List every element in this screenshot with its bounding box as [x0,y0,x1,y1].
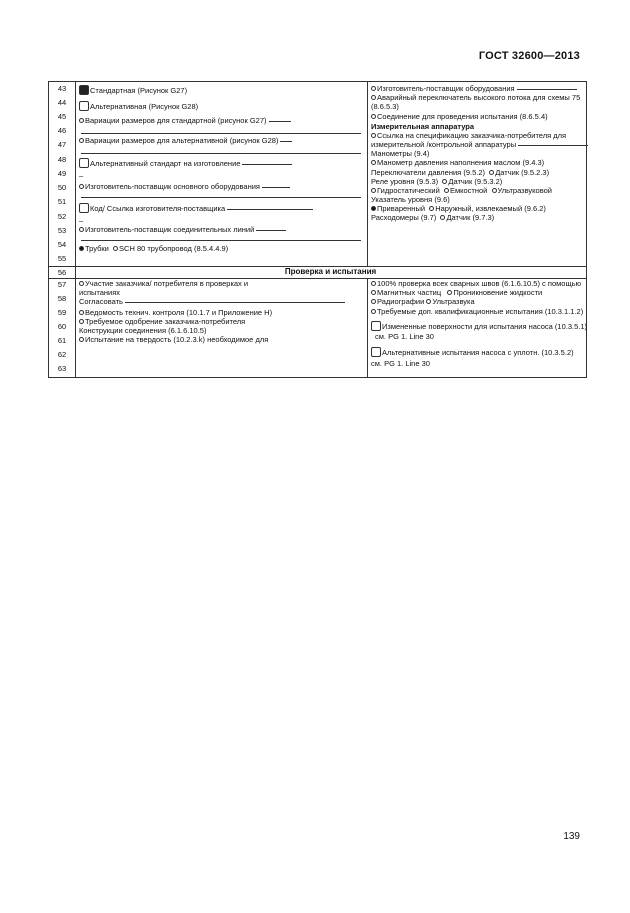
radio-icon[interactable] [426,299,431,304]
radio-icon[interactable] [371,95,376,100]
ndt-method-row2[interactable]: Радиографии Ультразвука [371,297,475,306]
row-number: 44 [57,98,67,107]
row-number: 48 [57,155,67,164]
vendor-main-field[interactable]: Изготовитель-поставщик основного оборудования [79,182,290,191]
size-var-std-field[interactable]: Вариации размеров для стандартной (рисунок G27) [79,116,291,125]
checkbox-icon[interactable] [371,347,381,357]
radio-icon[interactable] [79,337,84,342]
radio-icon[interactable] [371,281,376,286]
radio-icon[interactable] [371,309,376,314]
radio-filled-icon[interactable] [79,246,84,251]
radio-icon[interactable] [371,86,376,91]
row-number: 54 [57,240,67,249]
emergency-switch-option[interactable]: Аварийный переключатель высокого потока для схемы 75 [371,93,580,102]
emergency-switch-ref: (8.6.5.3) [371,102,399,111]
row-number: 52 [57,212,67,221]
radio-icon[interactable] [447,290,452,295]
mount-type-row[interactable]: Приваренный Наружный, извлекаемый (9.6.2) [371,204,546,213]
dash: – [79,216,84,225]
participation-line2: испытаниях [79,288,121,297]
manometers-label: Манометры (9.4) [371,149,430,158]
ndt-method-row1[interactable]: Магнитных частиц Проникновение жидкости [371,288,542,297]
pressure-switch-row[interactable]: Переключатели давления (9.5.2) Датчик (9.5.2.3) [371,168,550,177]
aux-vendor-field[interactable]: Изготовитель-поставщик оборудования [371,84,577,93]
hardness-option[interactable]: Испытание на твердость (10.2.3.k) необходимое для [79,335,268,344]
row-number: 60 [57,322,67,331]
radio-icon[interactable] [492,188,497,193]
radio-icon[interactable] [440,215,445,220]
row-number: 53 [57,226,67,235]
welds-100-option[interactable]: 100% проверка всех сварных швов (6.1.6.10.5) с помощью [371,279,581,288]
blank-line[interactable] [79,192,361,201]
row-number: 55 [57,254,67,263]
blank-line[interactable] [79,235,361,244]
extra-qual-option[interactable]: Требуемые доп. квалификационные испытания (10.3.1.1.2) [371,307,583,316]
checkbox-icon[interactable] [79,158,89,168]
row-number: 46 [57,126,67,135]
checkbox-filled-icon[interactable] [79,85,89,95]
alt-fig-option[interactable]: Альтернативная (Рисунок G28) [79,101,198,111]
row-number: 51 [57,197,67,206]
page-number: 139 [563,831,580,842]
row-number: 59 [57,308,67,317]
size-var-alt-field[interactable]: Вариации размеров для альтернативной (рисунок G28) [79,136,292,145]
radio-icon[interactable] [489,170,494,175]
modified-surf-option[interactable]: Измененные поверхности для испытания насоса (10.3.5.1) [371,321,587,331]
radio-icon[interactable] [444,188,449,193]
radio-icon[interactable] [371,299,376,304]
see-reference: см. PG 1. Line 30 [371,359,430,368]
radio-icon[interactable] [79,138,84,143]
alt-seal-option[interactable]: Альтернативные испытания насоса с уплотн. (10.3.5.2) [371,347,574,357]
radio-icon[interactable] [79,227,84,232]
radio-icon[interactable] [429,206,434,211]
agree-field[interactable]: Согласовать [79,297,345,306]
row-number: 58 [57,294,67,303]
row-number: 45 [57,112,67,121]
standard-fig-option[interactable]: Стандартная (Рисунок G27) [79,85,187,95]
section-title: Проверка и испытания [284,267,377,276]
code-ref-field[interactable]: Код/ Ссылка изготовителя-поставщика [79,203,313,213]
radio-filled-icon[interactable] [371,206,376,211]
radio-icon[interactable] [371,290,376,295]
dash: – [79,171,84,180]
checkbox-icon[interactable] [79,101,89,111]
level-type-row[interactable]: Гидростатический Емкостной Ультразвуковой [371,186,552,195]
tech-control-option[interactable]: Ведомость технич. контроля (10.1.7 и Приложение H) [79,308,272,317]
column-divider [367,82,368,266]
radio-icon[interactable] [113,246,118,251]
column-divider-lower [367,278,368,377]
vendor-conn-field[interactable]: Изготовитель-поставщик соединительных линий [79,225,286,234]
radio-icon[interactable] [79,281,84,286]
radio-icon[interactable] [79,118,84,123]
spec-ref-option[interactable]: Ссылка на спецификацию заказчика-потребителя для [371,131,566,140]
radio-icon[interactable] [371,114,376,119]
spec-ref-line[interactable]: измерительной /контрольной аппаратуры [371,140,588,149]
radio-icon[interactable] [371,188,376,193]
row-number: 49 [57,169,67,178]
oil-gauge-option[interactable]: Манометр давления наполнения маслом (9.4.3) [371,158,544,167]
blank-line[interactable] [79,148,361,157]
radio-icon[interactable] [371,133,376,138]
level-indicator-label: Указатель уровня (9.6) [371,195,450,204]
radio-icon[interactable] [79,184,84,189]
radio-icon[interactable] [442,179,447,184]
row-number: 63 [57,364,67,373]
row-number: 62 [57,350,67,359]
see-reference: см. PG 1. Line 30 [375,332,434,341]
row-number: 43 [57,84,67,93]
row-number: 56 [57,268,67,277]
instruments-title: Измерительная аппаратура [371,122,475,131]
row-number: 50 [57,183,67,192]
pipes-option[interactable]: Трубки SCH 80 трубопровод (8.5.4.4.9) [79,244,228,253]
checkbox-icon[interactable] [79,203,89,213]
row-number: 61 [57,336,67,345]
alt-std-mfr-field[interactable]: Альтернативный стандарт на изготовление [79,158,292,168]
flowmeters-row[interactable]: Расходомеры (9.7) Датчик (9.7.3) [371,213,495,222]
datasheet-form [48,81,587,378]
document-id: ГОСТ 32600—2013 [478,50,580,62]
level-relay-row[interactable]: Реле уровня (9.5.3) Датчик (9.5.3.2) [371,177,503,186]
row-number: 57 [57,280,67,289]
row-number: 47 [57,140,67,149]
checkbox-icon[interactable] [371,321,381,331]
radio-icon[interactable] [371,160,376,165]
radio-icon[interactable] [79,319,84,324]
test-conn-option[interactable]: Соединение для проведения испытания (8.6.5.4) [371,112,548,121]
participation-option[interactable]: Участие заказчика/ потребителя в проверках и [79,279,248,288]
approval-line2: Конструкции соединения (6.1.6.10.5) [79,326,207,335]
radio-icon[interactable] [79,310,84,315]
approval-option[interactable]: Требуемое одобрение заказчика-потребителя [79,317,245,326]
